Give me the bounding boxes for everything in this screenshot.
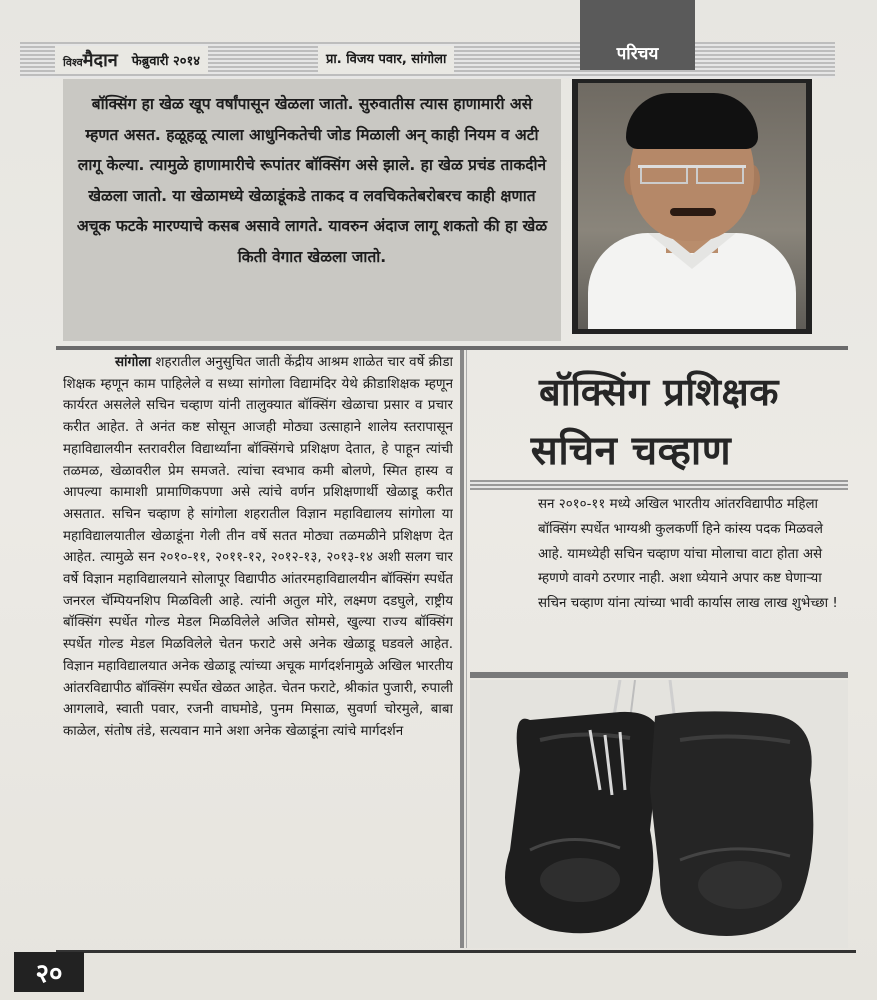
intro-text: बॉक्सिंग हा खेळ खूप वर्षांपासून खेळला जातो. सुरुवातीस त्यास हाणामारी असे म्हणत असत. हळूहळू त्याला आधुनिकतेची जोड मिळाली अन् काही नियम व अटी लागू केल्या. त्यामुळे हाणामारीचे रूपांतर बॉक्सिंग असे झाले. हा खेळ प्रचंड ताकदीने खेळला जातो. या खेळामध्ये खेळाडूंकडे ताकद व लवचिकतेबरोबरच काही क्षणात अचूक फटके मारण्याचे कसब असावे लागते. यावरुन अंदाज लागू शकतो की हा खेळ किती वेगात खेळला जातो. — [76, 95, 548, 266]
portrait-background — [578, 83, 806, 329]
issue-month: फेब्रुवारी २०१४ — [131, 54, 201, 69]
article-lead-word: सांगोला — [115, 355, 152, 370]
portrait-hair — [626, 93, 758, 149]
portrait-glasses — [638, 165, 746, 186]
headline — [470, 355, 848, 485]
boxing-gloves-image — [470, 680, 848, 948]
magazine-logo — [63, 48, 118, 72]
sidebar-text-block — [480, 493, 840, 617]
headline-line-2: सचिन चव्हाण — [530, 428, 732, 474]
intro-box — [63, 79, 561, 341]
section-rule — [56, 346, 848, 350]
section-tag-label: परिचय — [616, 44, 659, 64]
article-text: शहरातील अनुसुचित जाती केंद्रीय आश्रम शाळेत चार वर्षे क्रीडा शिक्षक म्हणून काम पाहिलेले व सध्या सांगोला विद्यामंदिर येथे क्रीडाशिक्षक म्हणून कार्यरत असलेले सचिन चव्हाण यांनी तालुक्यात बॉक्सिंग खेळाचा प्रसार व प्रचार करीत आहेत. ते अनंत कष्ट सोसून आजही मोठ्या उत्साहाने शालेय स्तरापासून महाविद्यालयीन स्तरावरील विद्यार्थ्यांना बॉक्सिंगचे प्रशिक्षण देतात, हे पाहून त्यांची तळमळ, खेळावरील प्रेम समजते. त्यांचा स्वभाव कमी बोलणे, स्मित हास्य व आपल्या कामाशी प्रामाणिकपणा असे त्यांचे वर्णन प्रशिक्षणार्थी खेळाडू करीत असतात. सचिन चव्हाण हे सांगोला शहरातील विज्ञान महाविद्यालय सांगोला या महाविद्यालयातील खेळाडूंना गेली तीन वर्षे सतत मोठ्या तळमळीने प्रशिक्षण देत आहेत. त्यामुळे सन २०१०-११, २०११-१२, २०१२-१३, २०१३-१४ अशी सलग चार वर्षे विज्ञान महाविद्यालयाने सोलापूर विद्यापीठ आंतरमहाविद्यालयीन बॉक्सिंग स्पर्धेत जनरल चॅम्पियनशिप मिळविली आहे. त्यांनी अतुल मोरे, लक्ष्मण दडघुले, राष्ट्रीय बॉक्सिंग स्पर्धेत गोल्ड मेडल मिळविलेले अजित सोमसे, खुल्या राज्य बॉक्सिंग स्पर्धेत गोल्ड मेडल मिळविलेले चेतन फराटे असे अनेक खेळाडू घडवले आहेत. विज्ञान महाविद्यालयात अनेक खेळाडू त्यांच्या अचूक मार्गदर्शनामुळे अखिल भारतीय आंतरविद्यापीठ बॉक्सिंग स्पर्धेत खेळत आहेत. चेतन फराटे, श्रीकांत पुजारी, रुपाली आगलावे, स्वाती पवार, रजनी वाघमोडे, पुनम मिसाळ, सुवर्णा चोरमुले, बाबा काळेल, संतोष तंडे, सत्यवान माने अशा अनेक खेळाडूंना त्यांचे मार्गदर्शन — [63, 355, 453, 739]
sidebar-rule — [470, 672, 848, 678]
page-number: २० — [14, 952, 84, 992]
section-tag — [580, 0, 695, 70]
logo-small-text: विश्व — [63, 56, 83, 69]
portrait-mustache — [670, 208, 716, 216]
article-paragraph — [63, 352, 453, 743]
portrait-photo — [572, 79, 812, 334]
masthead — [55, 46, 208, 74]
headline-line-1: बॉक्सिंग प्रशिक्षक — [539, 370, 779, 414]
logo-big-text: मैदान — [82, 50, 118, 71]
author-byline: प्रा. विजय पवार, सांगोला — [318, 46, 454, 74]
footer-rule — [56, 950, 856, 953]
article-body — [63, 352, 453, 947]
sidebar-paragraph: सन २०१०-११ मध्ये अखिल भारतीय आंतरविद्यापीठ महिला बॉक्सिंग स्पर्धेत भाग्यश्री कुलकर्णी हिने कांस्य पदक मिळवले आहे. यामध्येही सचिन चव्हाण यांचा मोलाचा वाटा होता असे म्हणणे वावगे ठरणार नाही. अशा ध्येयाने अपार कष्ट घेणाऱ्या सचिन चव्हाण यांना त्यांच्या भावी कार्यास लाख लाख शुभेच्छा ! — [538, 497, 838, 612]
headline-separator — [470, 480, 848, 490]
